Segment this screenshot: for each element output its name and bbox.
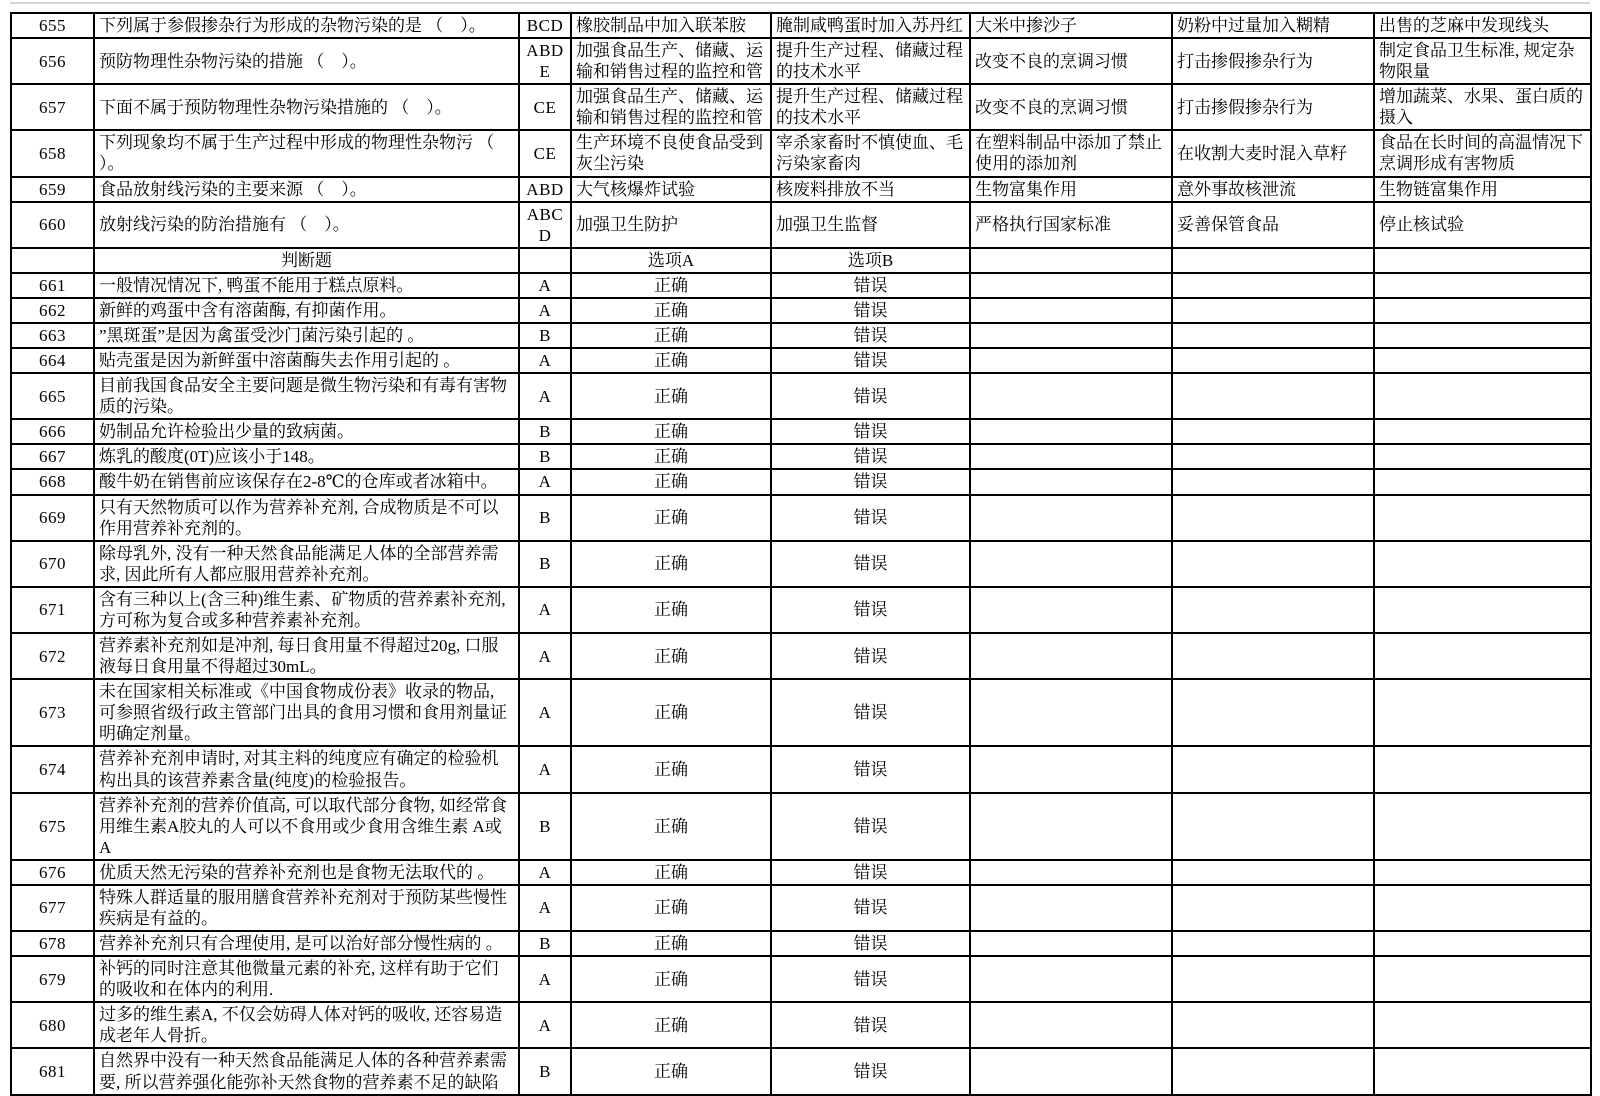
cell-answer: A — [519, 273, 571, 298]
cell-option-e-empty — [1374, 633, 1591, 679]
cell-answer: ABDE — [519, 38, 571, 84]
cell-option-b: 错误 — [771, 679, 970, 746]
cell-option-d-empty — [1172, 541, 1374, 587]
tf-question-row — [11, 373, 1591, 419]
cell-option-e-empty — [1374, 679, 1591, 746]
cell-question-text: ”黑斑蛋”是因为禽蛋受沙门菌污染引起的 。 — [94, 323, 519, 348]
tf-question-row — [11, 956, 1591, 1002]
cell-option-e-empty — [1374, 587, 1591, 633]
cell-option-a: 正确 — [571, 1048, 771, 1094]
cell-option-a: 正确 — [571, 633, 771, 679]
cell-option-b: 错误 — [771, 273, 970, 298]
cell-question-text: 自然界中没有一种天然食品能满足人体的各种营养素需要, 所以营养强化能弥补天然食物的营养素不足的缺陷 — [94, 1048, 519, 1094]
cell-option-a: 加强食品生产、储藏、运输和销售过程的监控和管 — [571, 84, 771, 130]
cell-option-c-empty — [970, 298, 1172, 323]
cell-option-e-empty — [1374, 1048, 1591, 1094]
tf-question-row — [11, 679, 1591, 746]
mc-question-row — [11, 177, 1591, 202]
cell-option-e-empty — [1374, 956, 1591, 1002]
cell-option-b: 提升生产过程、储藏过程的技术水平 — [771, 84, 970, 130]
cropped-previous-row-artifact — [10, 2, 1590, 4]
cell-question-text: 除母乳外, 没有一种天然食品能满足人体的全部营养需求, 因此所有人都应服用营养补充剂。 — [94, 541, 519, 587]
cell-option-e-empty — [1374, 373, 1591, 419]
cell-question-text: 下列属于参假掺杂行为形成的杂物污染的是 （ ）。 — [94, 13, 519, 38]
cell-option-a: 正确 — [571, 885, 771, 931]
cell-option-e: 出售的芝麻中发现线头 — [1374, 13, 1591, 38]
cell-option-c-empty — [970, 469, 1172, 494]
cell-option-b: 错误 — [771, 793, 970, 860]
cell-answer: A — [519, 885, 571, 931]
cell-option-d-empty — [1172, 956, 1374, 1002]
cell-option-a: 橡胶制品中加入联苯胺 — [571, 13, 771, 38]
cell-option-b: 宰杀家畜时不慎使血、毛污染家畜肉 — [771, 130, 970, 176]
cell-option-a: 正确 — [571, 679, 771, 746]
cell-option-a: 正确 — [571, 419, 771, 444]
cell-option-d-empty — [1172, 931, 1374, 956]
cell-option-b: 核废料排放不当 — [771, 177, 970, 202]
cell-question-text: 预防物理性杂物污染的措施 （ ）。 — [94, 38, 519, 84]
cell-question-number: 678 — [11, 931, 94, 956]
cell-option-a: 正确 — [571, 1002, 771, 1048]
cell-option-e-empty — [1374, 444, 1591, 469]
cell-question-text: 补钙的同时注意其他微量元素的补充, 这样有助于它们的吸收和在体内的利用. — [94, 956, 519, 1002]
cell-answer: A — [519, 956, 571, 1002]
cell-option-c-empty — [970, 1048, 1172, 1094]
cell-option-c: 改变不良的烹调习惯 — [970, 38, 1172, 84]
cell-option-a: 正确 — [571, 273, 771, 298]
cell-option-a: 正确 — [571, 444, 771, 469]
cell-option-a: 正确 — [571, 469, 771, 494]
cell-question-text: 新鲜的鸡蛋中含有溶菌酶, 有抑菌作用。 — [94, 298, 519, 323]
cell-option-e-empty — [1374, 248, 1591, 273]
cell-question-number: 665 — [11, 373, 94, 419]
cell-answer: B — [519, 419, 571, 444]
tf-question-row — [11, 1048, 1591, 1094]
tf-question-row — [11, 931, 1591, 956]
cell-option-d-empty — [1172, 273, 1374, 298]
mc-question-row — [11, 130, 1591, 176]
cell-option-b: 错误 — [771, 495, 970, 541]
tf-question-row — [11, 469, 1591, 494]
cell-option-b: 错误 — [771, 1002, 970, 1048]
cell-option-e-empty — [1374, 746, 1591, 792]
cell-question-number: 663 — [11, 323, 94, 348]
cell-option-b: 错误 — [771, 469, 970, 494]
cell-option-e-empty — [1374, 885, 1591, 931]
cell-answer: A — [519, 746, 571, 792]
cell-option-d-empty — [1172, 860, 1374, 885]
cell-question-text: 目前我国食品安全主要问题是微生物污染和有毒有害物质的污染。 — [94, 373, 519, 419]
cell-answer: B — [519, 323, 571, 348]
cell-option-b: 错误 — [771, 931, 970, 956]
tf-question-row — [11, 348, 1591, 373]
cell-option-b: 错误 — [771, 348, 970, 373]
cell-answer: CE — [519, 130, 571, 176]
cell-option-d: 打击掺假掺杂行为 — [1172, 38, 1374, 84]
cell-question-text: 特殊人群适量的服用膳食营养补充剂对于预防某些慢性疾病是有益的。 — [94, 885, 519, 931]
cell-option-d-empty — [1172, 248, 1374, 273]
cell-answer: A — [519, 587, 571, 633]
cell-option-c-empty — [970, 956, 1172, 1002]
cell-option-a: 正确 — [571, 793, 771, 860]
cell-option-a: 正确 — [571, 587, 771, 633]
cell-option-d-empty — [1172, 746, 1374, 792]
cell-answer: A — [519, 1002, 571, 1048]
cell-option-d-empty — [1172, 885, 1374, 931]
cell-option-d-empty — [1172, 633, 1374, 679]
cell-answer: A — [519, 348, 571, 373]
cell-option-c-empty — [970, 273, 1172, 298]
tf-question-row — [11, 419, 1591, 444]
cell-question-number: 671 — [11, 587, 94, 633]
cell-option-e: 生物链富集作用 — [1374, 177, 1591, 202]
cell-option-c-empty — [970, 931, 1172, 956]
cell-answer: BCD — [519, 13, 571, 38]
cell-answer: B — [519, 1048, 571, 1094]
cell-option-e-empty — [1374, 541, 1591, 587]
cell-option-c: 大米中掺沙子 — [970, 13, 1172, 38]
cell-option-d-empty — [1172, 419, 1374, 444]
tf-question-row — [11, 587, 1591, 633]
cell-option-c-empty — [970, 248, 1172, 273]
tf-question-row — [11, 885, 1591, 931]
cell-question-number: 657 — [11, 84, 94, 130]
cell-option-b: 错误 — [771, 956, 970, 1002]
cell-answer: B — [519, 495, 571, 541]
cell-question-number: 672 — [11, 633, 94, 679]
cell-option-b: 错误 — [771, 373, 970, 419]
cell-option-d-empty — [1172, 323, 1374, 348]
cell-option-a: 正确 — [571, 541, 771, 587]
cell-answer: CE — [519, 84, 571, 130]
cell-option-c-empty — [970, 348, 1172, 373]
cell-question-text: 贴壳蛋是因为新鲜蛋中溶菌酶失去作用引起的 。 — [94, 348, 519, 373]
cell-option-e-empty — [1374, 323, 1591, 348]
cell-question-text: 营养补充剂只有合理使用, 是可以治好部分慢性病的 。 — [94, 931, 519, 956]
mc-question-row — [11, 84, 1591, 130]
cell-question-number: 662 — [11, 298, 94, 323]
cell-option-b: 提升生产过程、储藏过程的技术水平 — [771, 38, 970, 84]
tf-question-row — [11, 793, 1591, 860]
cell-question-number: 669 — [11, 495, 94, 541]
cell-option-c-empty — [970, 793, 1172, 860]
cell-option-a: 正确 — [571, 298, 771, 323]
cell-number-empty — [11, 248, 94, 273]
question-bank-sheet — [10, 12, 1590, 1096]
cell-option-d-empty — [1172, 469, 1374, 494]
cell-option-d-empty — [1172, 1002, 1374, 1048]
cell-option-a: 正确 — [571, 495, 771, 541]
cell-question-number: 661 — [11, 273, 94, 298]
cell-answer: A — [519, 679, 571, 746]
cell-option-b: 错误 — [771, 885, 970, 931]
cell-question-number: 680 — [11, 1002, 94, 1048]
cell-question-text: 优质天然无污染的营养补充剂也是食物无法取代的 。 — [94, 860, 519, 885]
cell-question-text: 营养补充剂申请时, 对其主料的纯度应有确定的检验机构出具的该营养素含量(纯度)的检验报告。 — [94, 746, 519, 792]
cell-question-number: 674 — [11, 746, 94, 792]
mc-question-row — [11, 38, 1591, 84]
cell-option-a: 生产环境不良使食品受到灰尘污染 — [571, 130, 771, 176]
cell-question-text: 食品放射线污染的主要来源 （ ）。 — [94, 177, 519, 202]
cell-question-number: 670 — [11, 541, 94, 587]
cell-option-e: 停止核试验 — [1374, 202, 1591, 248]
cell-option-d: 意外事故核泄流 — [1172, 177, 1374, 202]
cell-question-number: 668 — [11, 469, 94, 494]
cell-answer: ABD — [519, 177, 571, 202]
tf-question-row — [11, 444, 1591, 469]
cell-question-number: 656 — [11, 38, 94, 84]
cell-question-number: 666 — [11, 419, 94, 444]
tf-question-row — [11, 323, 1591, 348]
mc-question-row — [11, 13, 1591, 38]
cell-option-b: 错误 — [771, 323, 970, 348]
tf-question-row — [11, 298, 1591, 323]
cell-option-a: 大气核爆炸试验 — [571, 177, 771, 202]
cell-question-number: 667 — [11, 444, 94, 469]
column-header-option-a: 选项A — [571, 248, 771, 273]
cell-question-number: 655 — [11, 13, 94, 38]
tf-question-row — [11, 541, 1591, 587]
cell-question-number: 676 — [11, 860, 94, 885]
cell-option-b: 错误 — [771, 444, 970, 469]
question-bank-table — [10, 12, 1592, 1096]
cell-option-b: 错误 — [771, 587, 970, 633]
cell-option-b: 腌制咸鸭蛋时加入苏丹红 — [771, 13, 970, 38]
cell-option-e-empty — [1374, 931, 1591, 956]
tf-question-row — [11, 273, 1591, 298]
cell-answer: A — [519, 298, 571, 323]
section-title: 判断题 — [94, 248, 519, 273]
cell-answer: A — [519, 633, 571, 679]
cell-option-d: 在收割大麦时混入草籽 — [1172, 130, 1374, 176]
cell-option-d-empty — [1172, 298, 1374, 323]
cell-option-e-empty — [1374, 860, 1591, 885]
section-header-row — [11, 248, 1591, 273]
cell-option-d-empty — [1172, 444, 1374, 469]
cell-question-text: 营养素补充剂如是冲剂, 每日食用量不得超过20g, 口服液每日食用量不得超过30mL。 — [94, 633, 519, 679]
cell-option-e: 增加蔬菜、水果、蛋白质的摄入 — [1374, 84, 1591, 130]
cell-question-text: 只有天然物质可以作为营养补充剂, 合成物质是不可以作用营养补充剂的。 — [94, 495, 519, 541]
cell-option-a: 正确 — [571, 931, 771, 956]
cell-option-c-empty — [970, 323, 1172, 348]
tf-question-row — [11, 746, 1591, 792]
cell-option-d-empty — [1172, 373, 1374, 419]
cell-option-d-empty — [1172, 1048, 1374, 1094]
cell-answer: A — [519, 860, 571, 885]
cell-option-d: 奶粉中过量加入糊精 — [1172, 13, 1374, 38]
cell-question-number: 677 — [11, 885, 94, 931]
cell-question-number: 659 — [11, 177, 94, 202]
cell-question-number: 664 — [11, 348, 94, 373]
cell-option-c-empty — [970, 444, 1172, 469]
cell-option-e-empty — [1374, 348, 1591, 373]
cell-question-text: 奶制品允许检验出少量的致病菌。 — [94, 419, 519, 444]
cell-question-text: 下面不属于预防物理性杂物污染措施的 （ ）。 — [94, 84, 519, 130]
cell-answer: B — [519, 541, 571, 587]
cell-option-c-empty — [970, 1002, 1172, 1048]
cell-answer: ABCD — [519, 202, 571, 248]
cell-option-c-empty — [970, 746, 1172, 792]
tf-question-row — [11, 860, 1591, 885]
cell-option-b: 错误 — [771, 541, 970, 587]
cell-option-e-empty — [1374, 298, 1591, 323]
cell-question-text: 营养补充剂的营养价值高, 可以取代部分食物, 如经常食用维生素A胶丸的人可以不食用或少食用含维生素 A或A — [94, 793, 519, 860]
cell-option-c: 在塑料制品中添加了禁止使用的添加剂 — [970, 130, 1172, 176]
cell-option-a: 正确 — [571, 373, 771, 419]
cell-option-d: 妥善保管食品 — [1172, 202, 1374, 248]
cell-option-a: 正确 — [571, 348, 771, 373]
cell-option-b: 加强卫生监督 — [771, 202, 970, 248]
cell-option-d: 打击掺假掺杂行为 — [1172, 84, 1374, 130]
cell-question-text: 下列现象均不属于生产过程中形成的物理性杂物污 （ ）。 — [94, 130, 519, 176]
cell-answer: A — [519, 373, 571, 419]
cell-question-text: 放射线污染的防治措施有 （ ）。 — [94, 202, 519, 248]
cell-option-b: 错误 — [771, 633, 970, 679]
cell-option-b: 错误 — [771, 419, 970, 444]
tf-question-row — [11, 633, 1591, 679]
cell-question-text: 炼乳的酸度(0T)应该小于148。 — [94, 444, 519, 469]
cell-question-text: 一般情况情况下, 鸭蛋不能用于糕点原料。 — [94, 273, 519, 298]
cell-question-number: 681 — [11, 1048, 94, 1094]
cell-option-d-empty — [1172, 495, 1374, 541]
cell-option-c: 改变不良的烹调习惯 — [970, 84, 1172, 130]
table-body — [11, 13, 1591, 1095]
cell-option-a: 加强卫生防护 — [571, 202, 771, 248]
cell-question-number: 679 — [11, 956, 94, 1002]
cell-option-c-empty — [970, 633, 1172, 679]
cell-option-d-empty — [1172, 793, 1374, 860]
tf-question-row — [11, 1002, 1591, 1048]
cell-option-b: 错误 — [771, 298, 970, 323]
cell-answer: B — [519, 793, 571, 860]
cell-option-e: 食品在长时间的高温情况下烹调形成有害物质 — [1374, 130, 1591, 176]
cell-question-number: 675 — [11, 793, 94, 860]
cell-option-e-empty — [1374, 495, 1591, 541]
cell-option-c: 严格执行国家标准 — [970, 202, 1172, 248]
cell-option-d-empty — [1172, 348, 1374, 373]
cell-option-e-empty — [1374, 469, 1591, 494]
cell-option-d-empty — [1172, 587, 1374, 633]
cell-question-text: 未在国家相关标准或《中国食物成份表》收录的物品, 可参照省级行政主管部门出具的食用习惯和食用剂量证明确定剂量。 — [94, 679, 519, 746]
cell-option-c-empty — [970, 587, 1172, 633]
cell-answer-empty — [519, 248, 571, 273]
cell-option-a: 正确 — [571, 746, 771, 792]
cell-option-c-empty — [970, 860, 1172, 885]
cell-option-c-empty — [970, 541, 1172, 587]
cell-option-c-empty — [970, 885, 1172, 931]
mc-question-row — [11, 202, 1591, 248]
cell-option-e-empty — [1374, 1002, 1591, 1048]
cell-option-c-empty — [970, 373, 1172, 419]
cell-option-c-empty — [970, 419, 1172, 444]
cell-question-number: 673 — [11, 679, 94, 746]
cell-option-c-empty — [970, 495, 1172, 541]
cell-option-c: 生物富集作用 — [970, 177, 1172, 202]
cell-option-a: 正确 — [571, 860, 771, 885]
column-header-option-b: 选项B — [771, 248, 970, 273]
cell-option-e-empty — [1374, 273, 1591, 298]
cell-answer: B — [519, 444, 571, 469]
cell-option-a: 正确 — [571, 323, 771, 348]
cell-option-a: 加强食品生产、储藏、运输和销售过程的监控和管 — [571, 38, 771, 84]
tf-question-row — [11, 495, 1591, 541]
cell-question-number: 660 — [11, 202, 94, 248]
cell-option-a: 正确 — [571, 956, 771, 1002]
cell-answer: B — [519, 931, 571, 956]
cell-option-b: 错误 — [771, 1048, 970, 1094]
cell-option-e: 制定食品卫生标准, 规定杂物限量 — [1374, 38, 1591, 84]
cell-option-b: 错误 — [771, 860, 970, 885]
cell-option-d-empty — [1172, 679, 1374, 746]
cell-option-c-empty — [970, 679, 1172, 746]
cell-answer: A — [519, 469, 571, 494]
cell-question-number: 658 — [11, 130, 94, 176]
cell-question-text: 过多的维生素A, 不仅会妨碍人体对钙的吸收, 还容易造成老年人骨折。 — [94, 1002, 519, 1048]
cell-question-text: 含有三种以上(含三种)维生素、矿物质的营养素补充剂, 方可称为复合或多种营养素补充剂。 — [94, 587, 519, 633]
cell-option-e-empty — [1374, 419, 1591, 444]
cell-option-e-empty — [1374, 793, 1591, 860]
cell-option-b: 错误 — [771, 746, 970, 792]
cell-question-text: 酸牛奶在销售前应该保存在2-8℃的仓库或者冰箱中。 — [94, 469, 519, 494]
